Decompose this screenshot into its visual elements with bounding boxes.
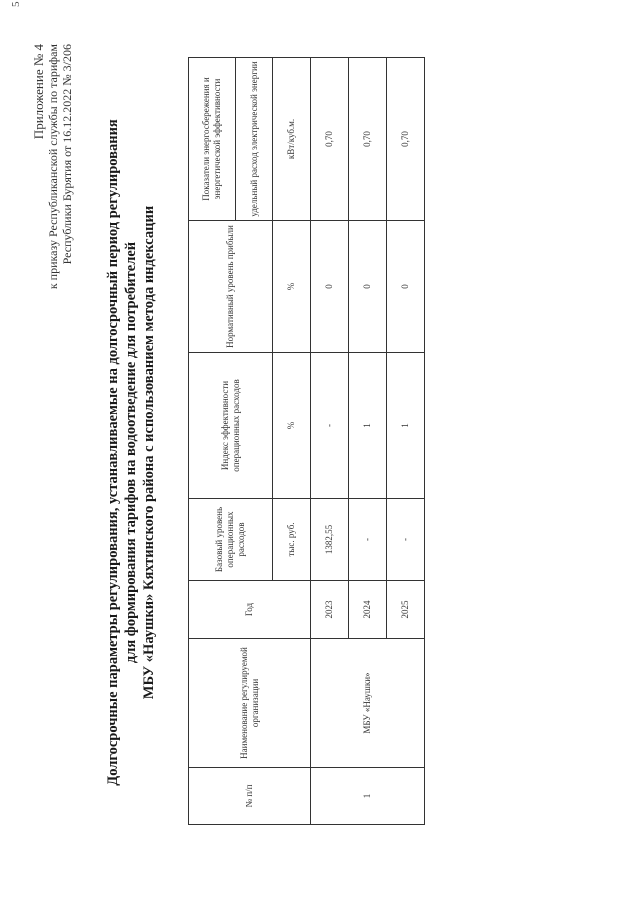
- appendix-line-2: к приказу Республиканской службы по тарифам: [46, 44, 60, 290]
- efficiency-index-cell: 1: [387, 353, 425, 499]
- unit-efficiency-index: %: [273, 353, 311, 499]
- header-efficiency-index: Индекс эффективности операционных расходов: [189, 353, 273, 499]
- base-level-cell: -: [349, 499, 387, 581]
- parameters-table: [188, 57, 425, 825]
- profit-level-cell: 0: [311, 221, 349, 353]
- title-line-3: МБУ «Наушки» Кяхтинского района с использованием метода индексации: [141, 205, 157, 700]
- appendix-line-3: Республики Бурятия от 16.12.2022 № 3/206: [60, 44, 74, 265]
- appendix-note: [32, 44, 74, 289]
- energy-consumption-cell: 0,70: [311, 58, 349, 221]
- year-cell: 2023: [311, 581, 349, 639]
- base-level-cell: 1382,55: [311, 499, 349, 581]
- header-number: № п/п: [189, 768, 311, 825]
- organization-name: МБУ «Наушки»: [311, 639, 425, 768]
- base-level-cell: -: [387, 499, 425, 581]
- unit-energy-consumption: кВт/куб.м.: [273, 58, 311, 221]
- appendix-line-1: Приложение № 4: [31, 44, 46, 140]
- header-base-level: Базовый уровень операционных расходов: [189, 499, 273, 581]
- table-row: [311, 58, 349, 825]
- header-profit-level: Нормативный уровень прибыли: [189, 221, 273, 353]
- energy-consumption-cell: 0,70: [387, 58, 425, 221]
- unit-profit-level: %: [273, 221, 311, 353]
- energy-consumption-cell: 0,70: [349, 58, 387, 221]
- unit-base-level: тыс. руб.: [273, 499, 311, 581]
- year-cell: 2024: [349, 581, 387, 639]
- header-energy-saving: Показатели энергосбережения и энергетической эффективности: [189, 58, 236, 221]
- year-cell: 2025: [387, 581, 425, 639]
- row-number: 1: [311, 768, 425, 825]
- header-organization: Наименование регулируемой организации: [189, 639, 311, 768]
- header-energy-consumption: удельный расход электрической энергии: [236, 58, 273, 221]
- header-year: Год: [189, 581, 311, 639]
- title-line-2: для формирования тарифов на водоотведение для потребителей: [123, 241, 139, 664]
- efficiency-index-cell: -: [311, 353, 349, 499]
- document-title: [104, 0, 158, 905]
- efficiency-index-cell: 1: [349, 353, 387, 499]
- profit-level-cell: 0: [387, 221, 425, 353]
- page-number: 5: [10, 1, 22, 7]
- profit-level-cell: 0: [349, 221, 387, 353]
- title-line-1: Долгосрочные параметры регулирования, устанавливаемые на долгосрочный период регулирования: [105, 119, 121, 786]
- header-row-1: [189, 58, 236, 825]
